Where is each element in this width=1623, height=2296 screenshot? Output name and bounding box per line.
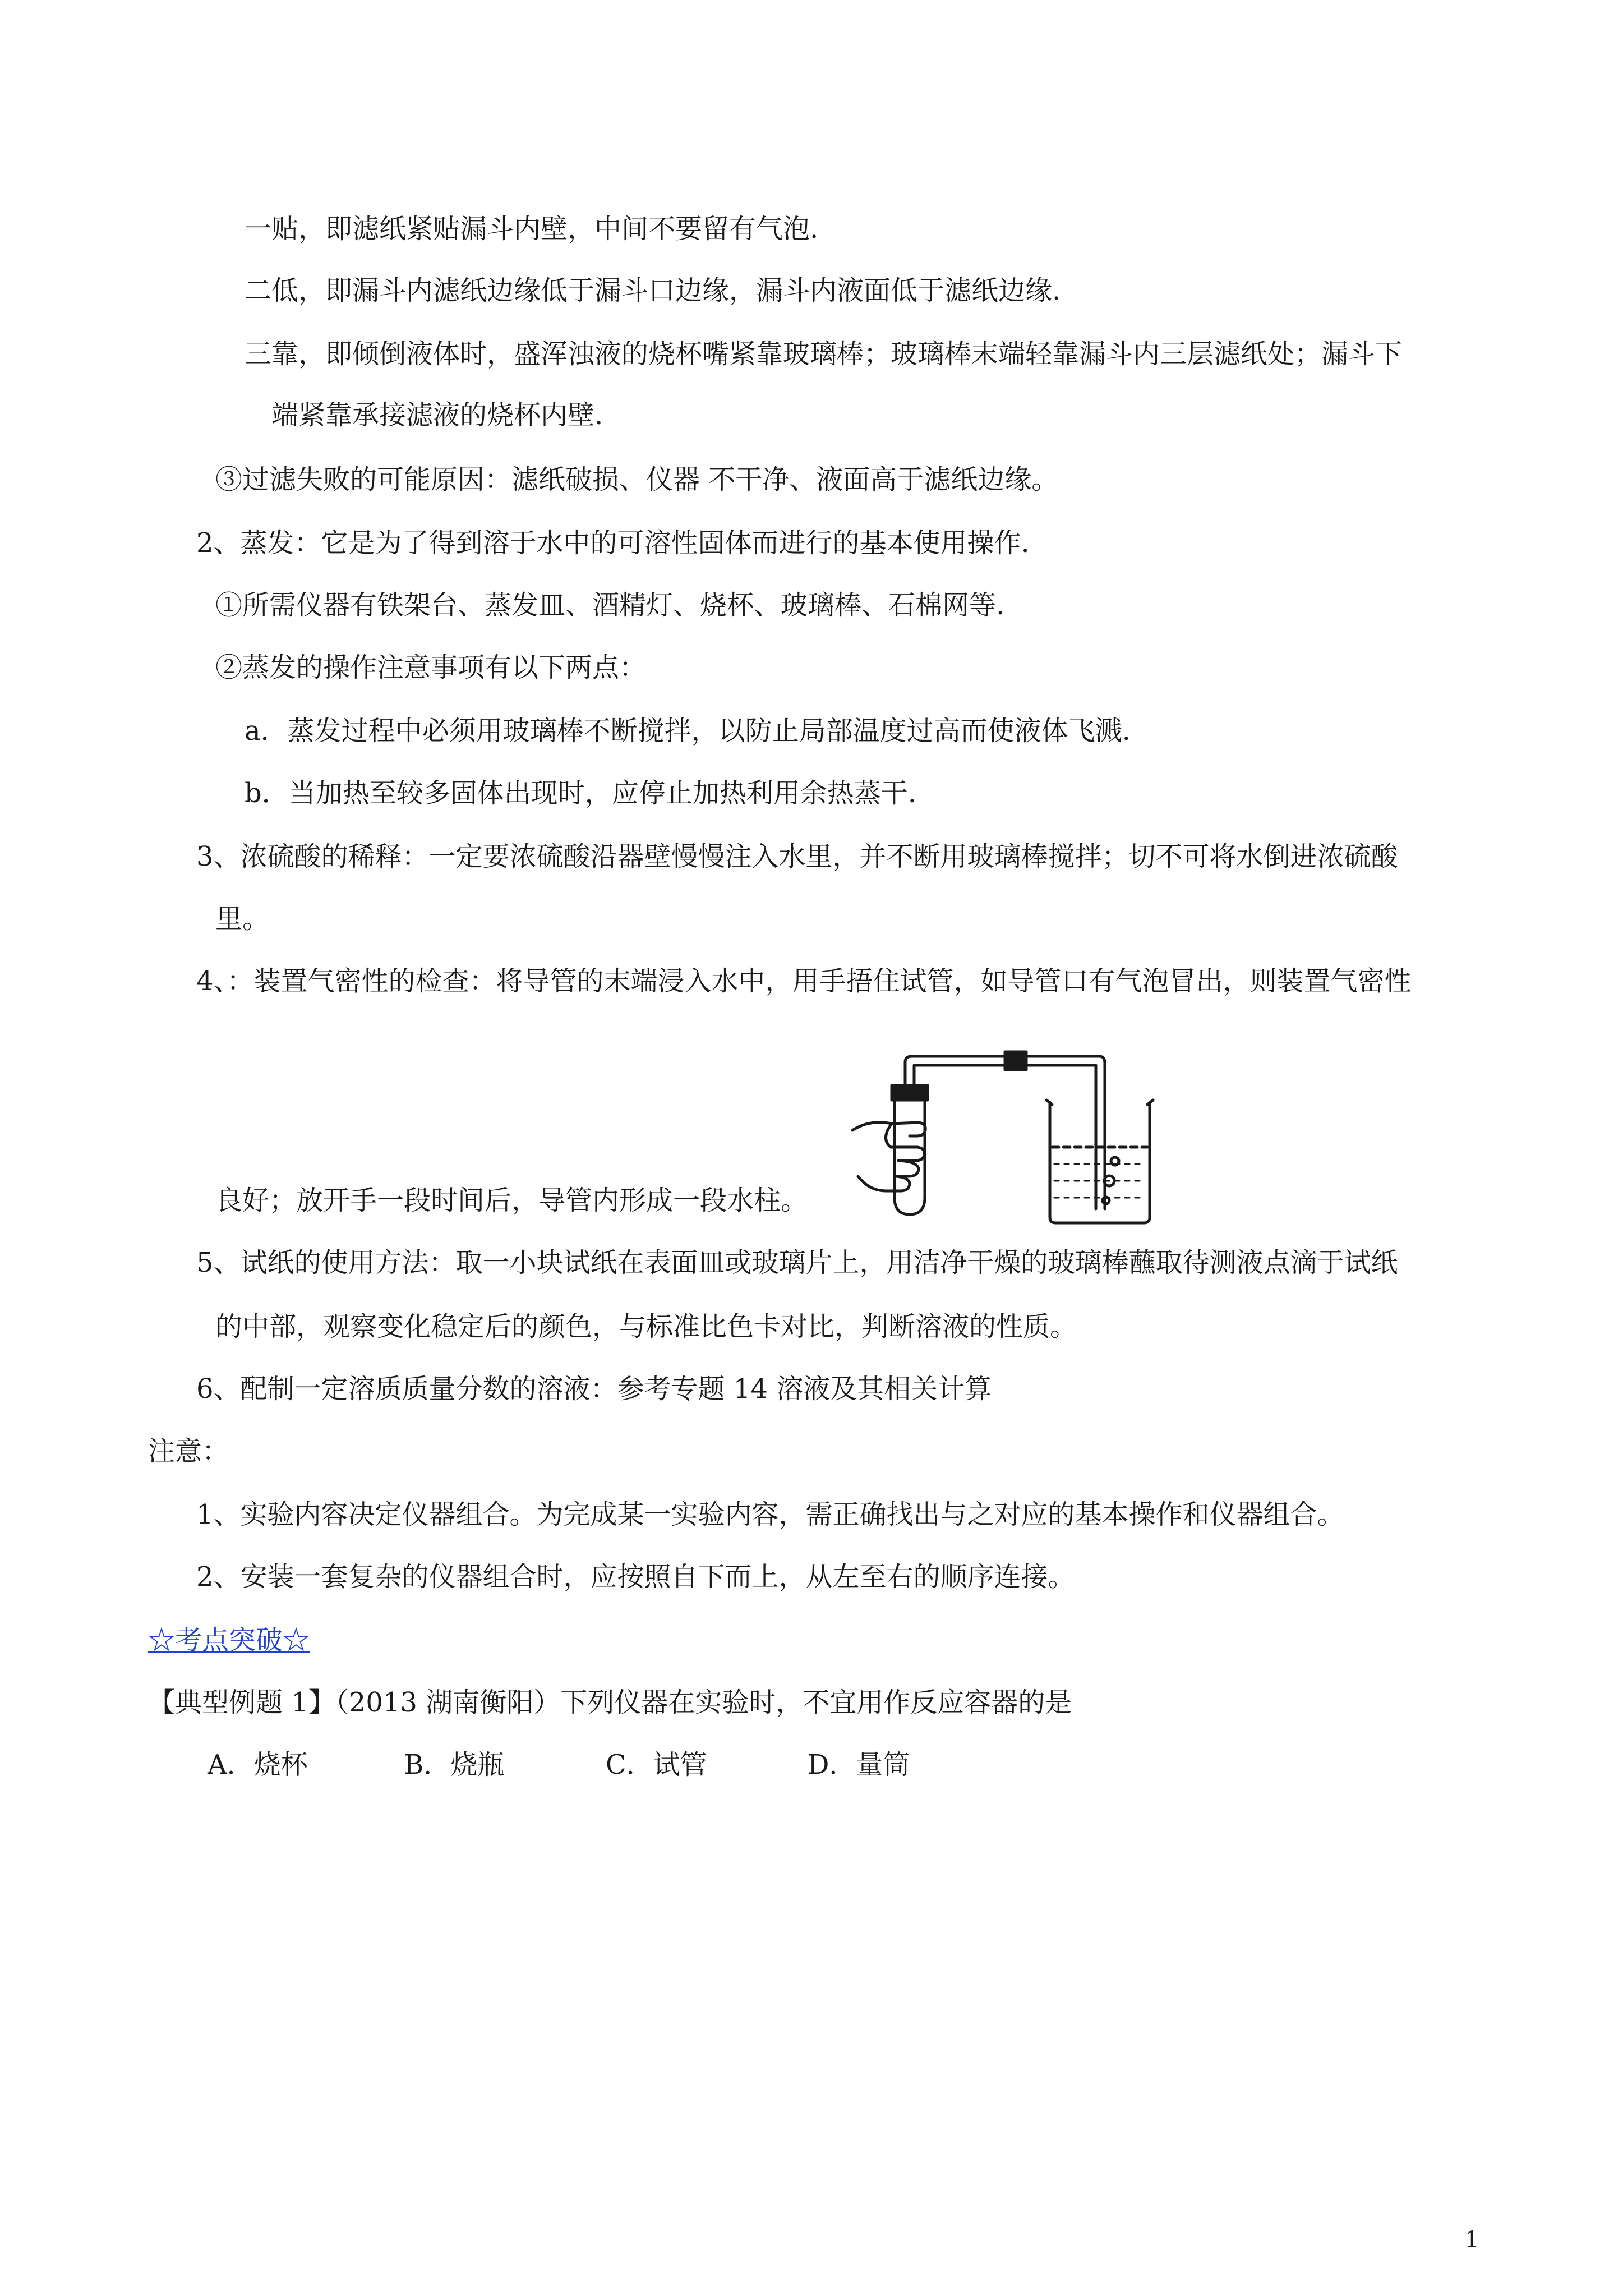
link-exam-points[interactable]: ☆考点突破☆: [148, 1625, 310, 1656]
line-airtightness-cont: 良好；放开手一段时间后，导管内形成一段水柱。: [215, 1185, 808, 1216]
option-b: B．烧瓶: [404, 1749, 505, 1780]
line-acid-dilution: 3、浓硫酸的稀释：一定要浓硫酸沿器壁慢慢注入水里，并不断用玻璃棒搅拌；切不可将水倒进浓硫酸: [196, 841, 1398, 872]
hand: [852, 1122, 925, 1191]
line-evaporation-a: a．蒸发过程中必须用玻璃棒不断搅拌，以防止局部温度过高而使液体飞溅.: [245, 715, 1131, 747]
stopper: [892, 1085, 928, 1100]
airtightness-apparatus-figure: [847, 1046, 1503, 1226]
line-filter-3: 三靠，即倾倒液体时，盛浑浊液的烧杯嘴紧靠玻璃棒；玻璃棒末端轻靠漏斗内三层滤纸处；漏斗下: [245, 338, 1403, 370]
line-note-1: 1、实验内容决定仪器组合。为完成某一实验内容，需正确找出与之对应的基本操作和仪器组合。: [196, 1499, 1344, 1530]
line-filter-failure: ③过滤失败的可能原因：滤纸破损、仪器 不干净、液面高于滤纸边缘。: [215, 464, 1059, 495]
test-tube: [895, 1094, 925, 1214]
line-solution-prep: 6、配制一定溶质质量分数的溶液：参考专题 14 溶液及其相关计算: [196, 1373, 992, 1405]
rubber-connector: [1005, 1052, 1026, 1070]
line-evaporation-b: b．当加热至较多固体出现时，应停止加热利用余热蒸干.: [245, 777, 916, 809]
line-acid-dilution-cont: 里。: [215, 903, 270, 935]
line-filter-1: 一贴，即滤纸紧贴漏斗内壁，中间不要留有气泡.: [245, 213, 819, 245]
beaker: [1046, 1100, 1153, 1223]
line-evaporation-instruments: ①所需仪器有铁架台、蒸发皿、酒精灯、烧杯、玻璃棒、石棉网等.: [215, 590, 1005, 621]
line-evaporation-notes: ②蒸发的操作注意事项有以下两点：: [215, 652, 647, 683]
page-number: 1: [1465, 2227, 1479, 2253]
option-d: D．量筒: [808, 1749, 910, 1780]
example-question-1: 【典型例题 1】（2013 湖南衡阳）下列仪器在实验时，不宜用作反应容器的是: [148, 1687, 1072, 1718]
line-airtightness: 4、：装置气密性的检查：将导管的末端浸入水中，用手捂住试管，如导管口有气泡冒出，则装置气密性: [196, 965, 1412, 997]
line-evaporation: 2、蒸发：它是为了得到溶于水中的可溶性固体而进行的基本使用操作.: [196, 527, 1030, 559]
line-test-paper: 5、试纸的使用方法：取一小块试纸在表面皿或玻璃片上，用洁净干燥的玻璃棒蘸取待测液点滴于试纸: [196, 1247, 1398, 1278]
line-test-paper-cont: 的中部，观察变化稳定后的颜色，与标准比色卡对比，判断溶液的性质。: [215, 1311, 1077, 1342]
bubble: [1111, 1157, 1119, 1165]
delivery-tube: [905, 1056, 1105, 1209]
line-note-2: 2、安装一套复杂的仪器组合时，应按照自下而上，从左至右的顺序连接。: [196, 1561, 1075, 1593]
option-c: C．试管: [606, 1749, 707, 1780]
heading-notes: 注意：: [148, 1435, 229, 1467]
line-filter-2: 二低，即漏斗内滤纸边缘低于漏斗口边缘，漏斗内液面低于滤纸边缘.: [245, 275, 1061, 306]
option-a: A．烧杯: [208, 1749, 308, 1780]
line-filter-3-cont: 端紧靠承接滤液的烧杯内壁.: [271, 399, 603, 431]
